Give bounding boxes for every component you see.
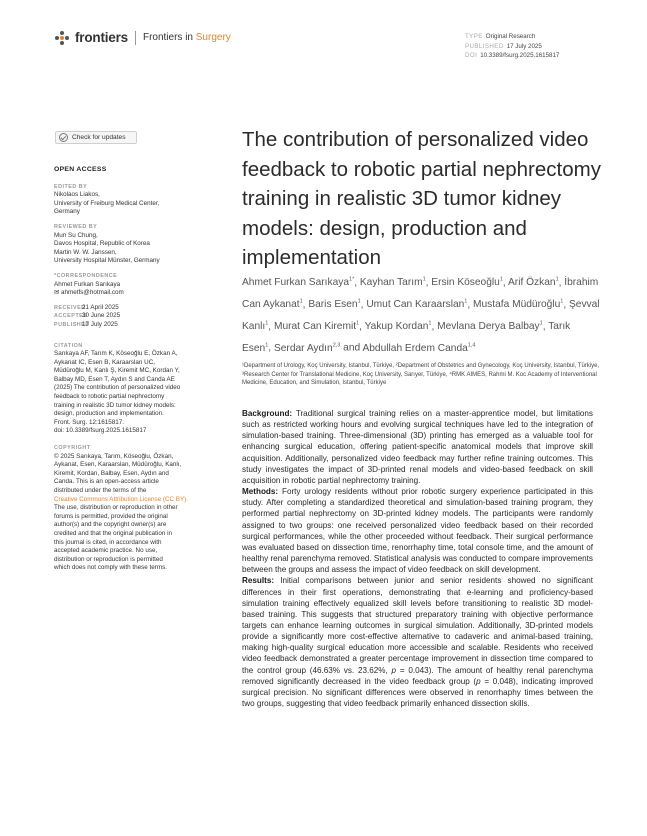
- copyright-line: distributed under the terms of the: [54, 487, 147, 494]
- journal-header: [55, 30, 231, 45]
- citation-line: Aykanat IC, Esen B, Karaarslan UC,: [54, 358, 156, 366]
- copyright-line: The use, distribution or reproduction in other: [54, 504, 178, 512]
- author-affiliation-marker: 1: [299, 298, 303, 305]
- results-text: = 0.048), indicating improved surgical precision. No significant differences were observed in renorrhaphy times between the two groups, suggesting that video feedback primarily enhanced dissection skills.: [242, 676, 593, 709]
- methods-heading: Methods:: [242, 487, 279, 497]
- results-section: [242, 575, 593, 709]
- editor-line: University of Freiburg Medical Center,: [54, 199, 160, 207]
- reviewer-line: Mun Su Chung,: [54, 231, 98, 239]
- copyright-label: COPYRIGHT: [54, 445, 91, 452]
- open-access-label: OPEN ACCESS: [54, 166, 107, 173]
- editor-line: Nikolaos Liakos,: [54, 191, 100, 199]
- correspondence-label: *CORRESPONDENCE: [54, 272, 118, 279]
- background-heading: Background:: [242, 409, 293, 418]
- citation-doi-link[interactable]: doi: 10.3389/fsurg.2025.1615817: [54, 427, 147, 435]
- date-label: PUBLISHED: [54, 321, 90, 328]
- citation-line: Balbay MD, Esen T, Aydın S and Canda AE: [54, 375, 175, 383]
- reviewer-line: Martin W. W. Janssen,: [54, 248, 117, 256]
- author-name[interactable]: Kayhan Tarım$^1$: [359, 277, 426, 289]
- dates: [54, 304, 224, 330]
- author-name[interactable]: Yakup Kordan$^1$: [364, 320, 432, 332]
- journal-title[interactable]: [143, 32, 231, 43]
- citation-line: feedback to robotic partial nephrectomy: [54, 393, 165, 401]
- author-affiliation-marker: 1: [356, 320, 360, 327]
- author-name[interactable]: İbrahim Can Aykanat$^1$: [242, 277, 599, 311]
- citation-line: (2025) The contribution of personalized video: [54, 384, 181, 392]
- affiliations: ¹Department of Urology, Koç University, Istanbul, Türkiye, ²Department of Obstetrics and Gynecology, Koç University, Istanbul, Türkiye, ³Research Center for Translational Medicine, Koç University, Sarıyer, Türkiye, ⁴RMK AIMES, Rahmi M. Koc Academy of Interventional Medicine, Education, and Simulation, Istanbul, Türkiye: [242, 363, 600, 387]
- results-heading: Results:: [242, 576, 275, 586]
- methods-section: [242, 486, 593, 575]
- copyright-line: which does not comply with these terms.: [54, 564, 168, 572]
- citation-line: Müdüroğlu M, Kanlı Ş, Kiremit MC, Kordan Y,: [54, 367, 180, 375]
- license-link[interactable]: Creative Commons Attribution License (CC BY).: [54, 495, 189, 503]
- author-affiliation-marker: 1: [560, 298, 564, 305]
- sidebar: [54, 166, 224, 575]
- abstract: [242, 408, 593, 709]
- author-name[interactable]: Abdullah Erdem Canda$^{1,4}$: [362, 342, 476, 354]
- reviewed-by-label: REVIEWED BY: [54, 223, 98, 230]
- methods-text: Forty urology residents without prior robotic surgery experience participated in this study. After completing a standardized theoretical and simulation-based training program, they performed partial nephrectomy on 3D-printed kidney models. The participants were randomly assigned to two groups: one received personalized video feedback based on their recorded surgical performances, while the other proceeded without feedback. Their surgical performance was evaluated based on dissection time, renorrhaphy time, total console time, and the amount of healthy renal parenchyma removed. Statistical analysis was conducted to compare improvements between the groups and assess the impact of video feedback on skill development.: [242, 487, 593, 575]
- correspondence-info: [54, 281, 224, 298]
- reviewer-line: Davos Hospital, Republic of Korea: [54, 240, 150, 248]
- copyright-text: [54, 453, 224, 573]
- brand-name[interactable]: frontiers: [75, 30, 128, 45]
- date-value: 17 July 2025: [82, 320, 118, 328]
- correspondence-name: Ahmet Furkan Sarıkaya: [54, 280, 121, 288]
- article-title: The contribution of personalized video feedback to robotic partial nephrectomy training in realistic 3D tumor kidney models: design, production and implementation: [242, 128, 601, 269]
- author-affiliation-marker: 1: [357, 298, 361, 305]
- doi-label: DOI: [465, 52, 478, 60]
- copyright-line: this journal is cited, in accordance with: [54, 538, 162, 546]
- author-affiliation-marker: 1: [499, 277, 503, 283]
- check-for-updates-button[interactable]: [55, 131, 137, 144]
- author-affiliation-marker: 1: [428, 320, 432, 327]
- background-text: Traditional surgical training relies on a master-apprentice model, but limitations such as restricted working hours and evolving surgical techniques have led to the integration of simulation-based training. Three-dimensional (3D) printing has emerged as a valuable tool for enhancing surgical education, offering patient-specific anatomical models that improve skill acquisition. Additionally, personalized video feedback may further refine training outcomes. This study investigates the impact of 3D-printed renal models and video-based feedback on skill acquisition in robotic partial nephrectomy training.: [242, 409, 593, 485]
- copyright-line: Kiremit, Kordan, Balbay, Esen, Aydın and: [54, 469, 169, 477]
- doi-link[interactable]: 10.3389/fsurg.2025.1615817: [480, 52, 560, 60]
- author-name[interactable]: Baris Esen$^1$: [308, 298, 361, 311]
- citation-line: Sarıkaya AF, Tarım K, Köseoğlu E, Özkan A,: [54, 350, 178, 358]
- check-icon: [59, 133, 68, 142]
- author-name[interactable]: Umut Can Karaarslan$^1$: [366, 298, 468, 311]
- author-name[interactable]: Ahmet Furkan Sarıkaya$^{1*}$: [242, 277, 355, 289]
- citation-label: CITATION: [54, 342, 83, 349]
- published-label: PUBLISHED: [465, 42, 504, 50]
- type-label: TYPE: [465, 33, 483, 40]
- copyright-line: accepted academic practice. No use,: [54, 547, 158, 555]
- results-text: = 0.043). The amount of healthy renal parenchyma removed significantly decreased in the video feedback group (: [242, 665, 593, 686]
- editor-info: [54, 191, 224, 217]
- editor-line: Germany: [54, 208, 80, 216]
- copyright-line: forums is permitted, provided the original: [54, 512, 168, 520]
- author-name[interactable]: Mevlana Derya Balbay$^1$: [437, 320, 543, 332]
- author-affiliation-marker: 1: [555, 277, 559, 283]
- author-name[interactable]: Mustafa Müdüroğlu$^1$: [473, 298, 564, 311]
- author-affiliation-marker: 1: [422, 277, 426, 283]
- author-name[interactable]: Arif Özkan$^1$: [508, 277, 559, 289]
- copyright-line: Canda. This is an open-access article: [54, 478, 159, 486]
- copyright-line: distribution or reproduction is permitted: [54, 555, 163, 563]
- date-row: [54, 321, 224, 330]
- date-row: [54, 312, 224, 321]
- date-label: ACCEPTED: [54, 313, 88, 320]
- reviewer-info: [54, 232, 224, 266]
- results-text: Initial comparisons between junior and senior residents showed no significant differences in their first operations, demonstrating that e-learning and proficiency-based simulation training effectively equalized skill levels before transitioning to realistic 3D model-based training. This suggests that structured preparatory training with objective performance targets can enhance learning outcomes in surgical simulation. Additionally, 3D-printed models provide a significantly more cost-effective alternative to cadaveric and animal-based training, making high-quality surgical education more accessible and scalable. Residents who received video feedback demonstrated a greater percentage improvement in dissection time compared to the control group (46.63% vs. 23.62%,: [242, 576, 593, 675]
- copyright-line: author(s) and the copyright owner(s) are: [54, 521, 167, 529]
- frontiers-logo-icon: [55, 31, 71, 45]
- author-affiliation-marker: 1: [539, 320, 543, 327]
- type-value: Original Research: [485, 33, 536, 40]
- background-section: [242, 408, 593, 486]
- date-row: [54, 304, 224, 313]
- copyright-line: credited and that the original publication in: [54, 529, 172, 537]
- author-name[interactable]: Ersin Köseoğlu$^1$: [431, 277, 503, 289]
- citation-line: design, production and implementation.: [54, 410, 164, 418]
- journal-prefix: Frontiers in: [142, 32, 193, 43]
- author-affiliation-marker: 1,4: [467, 342, 476, 349]
- author-affiliation-marker: 2,3: [332, 342, 341, 349]
- citation-line: Front. Surg. 12:1615817.: [54, 418, 125, 426]
- author-name[interactable]: Serdar Aydın$^{2,3}$: [273, 342, 341, 354]
- author-name[interactable]: Murat Can Kiremit$^1$: [273, 320, 360, 332]
- correspondence-email-link[interactable]: ✉ ahmetfs@hotmail.com: [54, 289, 124, 297]
- author-affiliation-marker: 1: [464, 298, 468, 305]
- p-value-symbol: p: [476, 676, 481, 686]
- edited-by-label: EDITED BY: [54, 183, 88, 190]
- check-for-updates-label: Check for updates: [72, 134, 126, 141]
- date-value: 30 June 2025: [82, 312, 121, 320]
- copyright-line: Aykanat, Esen, Karaarslan, Müdüroğlu, Kanlı,: [54, 461, 182, 469]
- citation-line: training in realistic 3D tumor kidney models:: [54, 401, 176, 409]
- journal-name: Surgery: [195, 32, 231, 43]
- author-name[interactable]: Şevval Kanlı$^1$: [242, 299, 600, 332]
- author-affiliation-marker: 1: [265, 342, 269, 349]
- article-meta: [465, 32, 559, 61]
- date-label: RECEIVED: [54, 304, 86, 311]
- p-value-symbol: p: [391, 665, 397, 675]
- citation-text: [54, 350, 224, 436]
- author-list: Ahmet Furkan Sarıkaya$^{1*}$, Kayhan Tarım$^1$, Ersin Köseoğlu$^1$, Arif Özkan$^1$, İbrahim Can Aykanat$^1$, Baris Esen$^1$, Umut Can Karaarslan$^1$, Mustafa Müdüroğlu$^1$, Şevval Kanlı$^1$, Murat Can Kiremit$^1$, Yakup Kordan$^1$, Mevlana Derya Balbay$^1$, Tarık Esen$^1$, Serdar Aydın$^{2,3}$ and Abdullah Erdem Canda$^{1,4}$: [242, 277, 600, 354]
- copyright-line: © 2025 Sarıkaya, Tarım, Köseoğlu, Özkan,: [54, 452, 174, 460]
- divider: [135, 31, 136, 45]
- reviewer-line: University Hospital Münster, Germany: [54, 257, 160, 265]
- published-value: 17 July 2025: [506, 42, 542, 50]
- author-name[interactable]: Tarık Esen$^1$: [242, 320, 571, 354]
- author-affiliation-marker: 1: [265, 320, 269, 327]
- date-value: 21 April 2025: [82, 303, 119, 311]
- author-affiliation-marker: 1*: [349, 277, 355, 283]
